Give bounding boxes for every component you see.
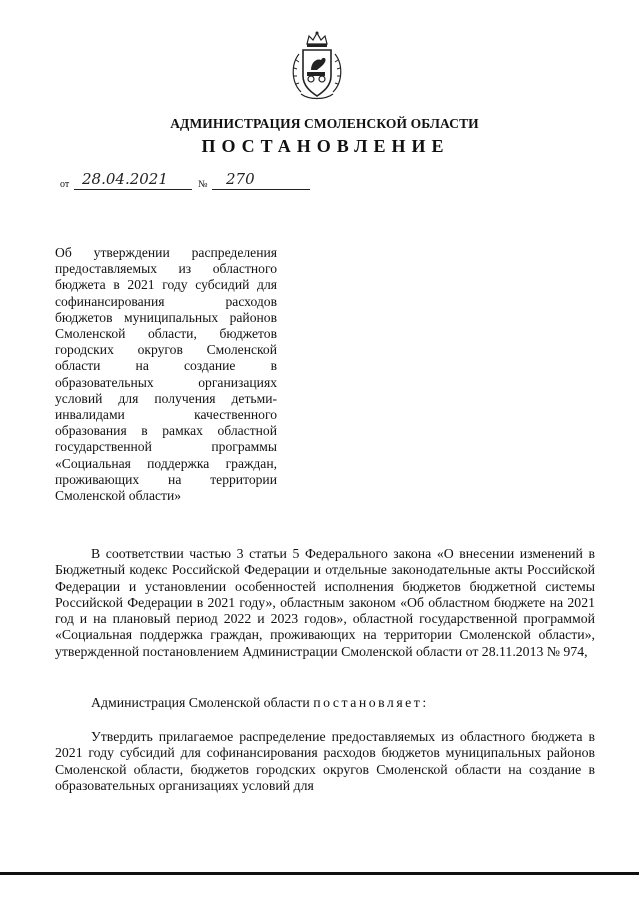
document-type-title: ПОСТАНОВЛЕНИЕ <box>201 136 450 156</box>
organization-name: АДМИНИСТРАЦИЯ СМОЛЕНСКОЙ ОБЛАСТИ <box>170 116 479 131</box>
number-label: № <box>198 179 208 190</box>
subject-text: Об утверждении распределения предоставляемых из областного бюджета в 2021 году субсидий для софинансирования расходов бюджетов муниципальных районов Смоленской области, бюджетов городских округов Смоленской области на создание в образовательных организациях условий для получения детьми-инвалидами качественного образования в рамках областной государственной программы «Социальная поддержка граждан, проживающих на территории Смоленской области» <box>55 245 277 504</box>
document-date-number-line <box>60 172 320 192</box>
preamble-paragraph: В соответствии частью 3 статьи 5 Федерального закона «О внесении изменений в Бюджетный кодекс Российской Федерации и отдельные законодательные акты Российской Федерации и установлении особенностей исполнения бюджетов бюджетной системы Российской Федерации в 2021 году», областным законом «Об областном бюджете на 2021 год и на плановый период 2022 и 2023 годов», областной государственной программой «Социальная поддержка граждан, проживающих на территории Смоленской области», утвержденной постановлением Администрации Смоленской области от 28.11.2013 № 974, <box>55 546 595 659</box>
resolution-verb: постановляет: <box>313 695 429 710</box>
decision-paragraph: Утвердить прилагаемое распределение предоставляемых из областного бюджета в 2021 году субсидий для софинансирования расходов бюджетов муниципальных районов Смоленской области, бюджетов городских округов Смоленской области на создание в образовательных организациях условий для <box>55 729 595 793</box>
resolution-paragraph <box>55 695 595 711</box>
coat-of-arms-emblem <box>287 30 347 106</box>
number-handwritten: 270 <box>226 170 255 188</box>
document-subject <box>55 245 277 504</box>
date-label: от <box>60 179 70 190</box>
date-handwritten: 28.04.2021 <box>82 170 168 188</box>
page-bottom-edge <box>0 872 639 875</box>
resolution-subject: Администрация Смоленской области <box>91 695 310 710</box>
